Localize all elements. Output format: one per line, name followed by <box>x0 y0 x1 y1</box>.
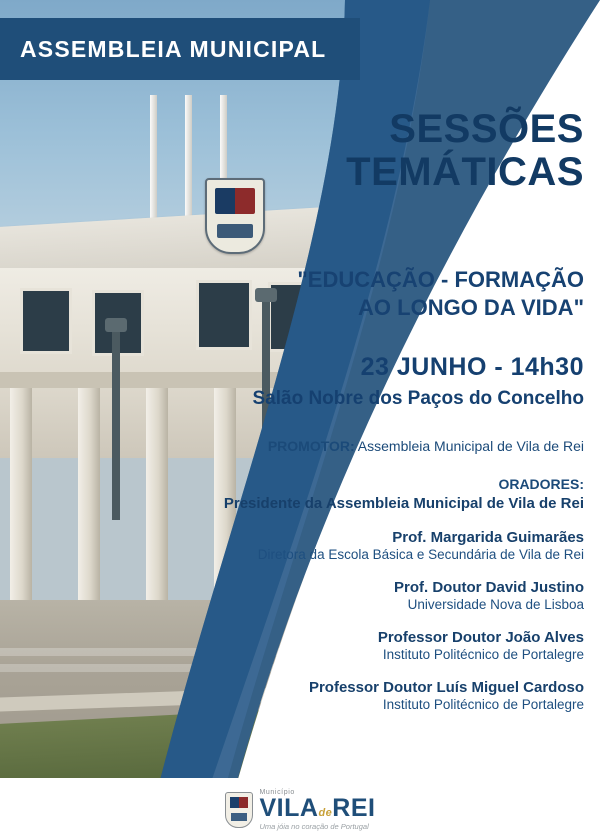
municipality-logo <box>225 789 376 831</box>
title-line-1: SESSÕES <box>389 107 584 151</box>
footer <box>0 780 600 840</box>
logo-name-part2: REI <box>332 794 376 823</box>
speaker-entry <box>194 579 584 612</box>
logo-tagline: Uma jóia no coração de Portugal <box>259 822 369 832</box>
speakers-label: ORADORES: <box>498 476 584 493</box>
logo-name-part1: VILA <box>259 794 319 823</box>
speaker-name: Prof. Doutor David Justino <box>393 579 584 597</box>
speaker-name: Professor Doutor Luís Miguel Cardoso <box>308 679 584 697</box>
event-venue: Salão Nobre dos Paços do Concelho <box>252 388 584 410</box>
header-banner <box>0 18 360 80</box>
logo-name <box>260 796 376 821</box>
promoter-row <box>194 438 584 454</box>
subtitle-line-2: AO LONGO DA VIDA" <box>358 294 584 320</box>
poster-content <box>194 108 584 712</box>
promoter-label: PROMOTOR: <box>267 438 355 455</box>
speaker-chairman: Presidente da Assembleia Municipal de Vila de Rei <box>223 495 584 513</box>
speaker-entry <box>194 529 584 562</box>
logo-municipio: Município <box>259 789 295 797</box>
logo-text <box>260 789 376 831</box>
speaker-entry <box>194 629 584 662</box>
subtitle-line-1: "EDUCAÇÃO - FORMAÇÃO <box>297 267 584 293</box>
header-title: ASSEMBLEIA MUNICIPAL <box>20 36 327 62</box>
speaker-affiliation: Universidade Nova de Lisboa <box>407 597 584 613</box>
speaker-entry <box>194 679 584 712</box>
event-date: 23 JUNHO - 14h30 <box>360 353 584 382</box>
speaker-affiliation: Instituto Politécnico de Portalegre <box>382 697 584 713</box>
speaker-affiliation: Diretora da Escola Básica e Secundária de Vila de Rei <box>257 547 584 563</box>
page-title <box>194 108 584 194</box>
speaker-affiliation: Instituto Politécnico de Portalegre <box>382 647 584 663</box>
title-line-2: TEMÁTICAS <box>346 150 584 195</box>
coat-of-arms-icon <box>225 792 253 828</box>
speaker-name: Professor Doutor João Alves <box>377 629 584 647</box>
poster-subtitle <box>194 266 584 321</box>
logo-name-de: de <box>318 807 333 820</box>
speaker-name: Prof. Margarida Guimarães <box>392 529 584 547</box>
promoter-value: Assembleia Municipal de Vila de Rei <box>357 438 584 455</box>
